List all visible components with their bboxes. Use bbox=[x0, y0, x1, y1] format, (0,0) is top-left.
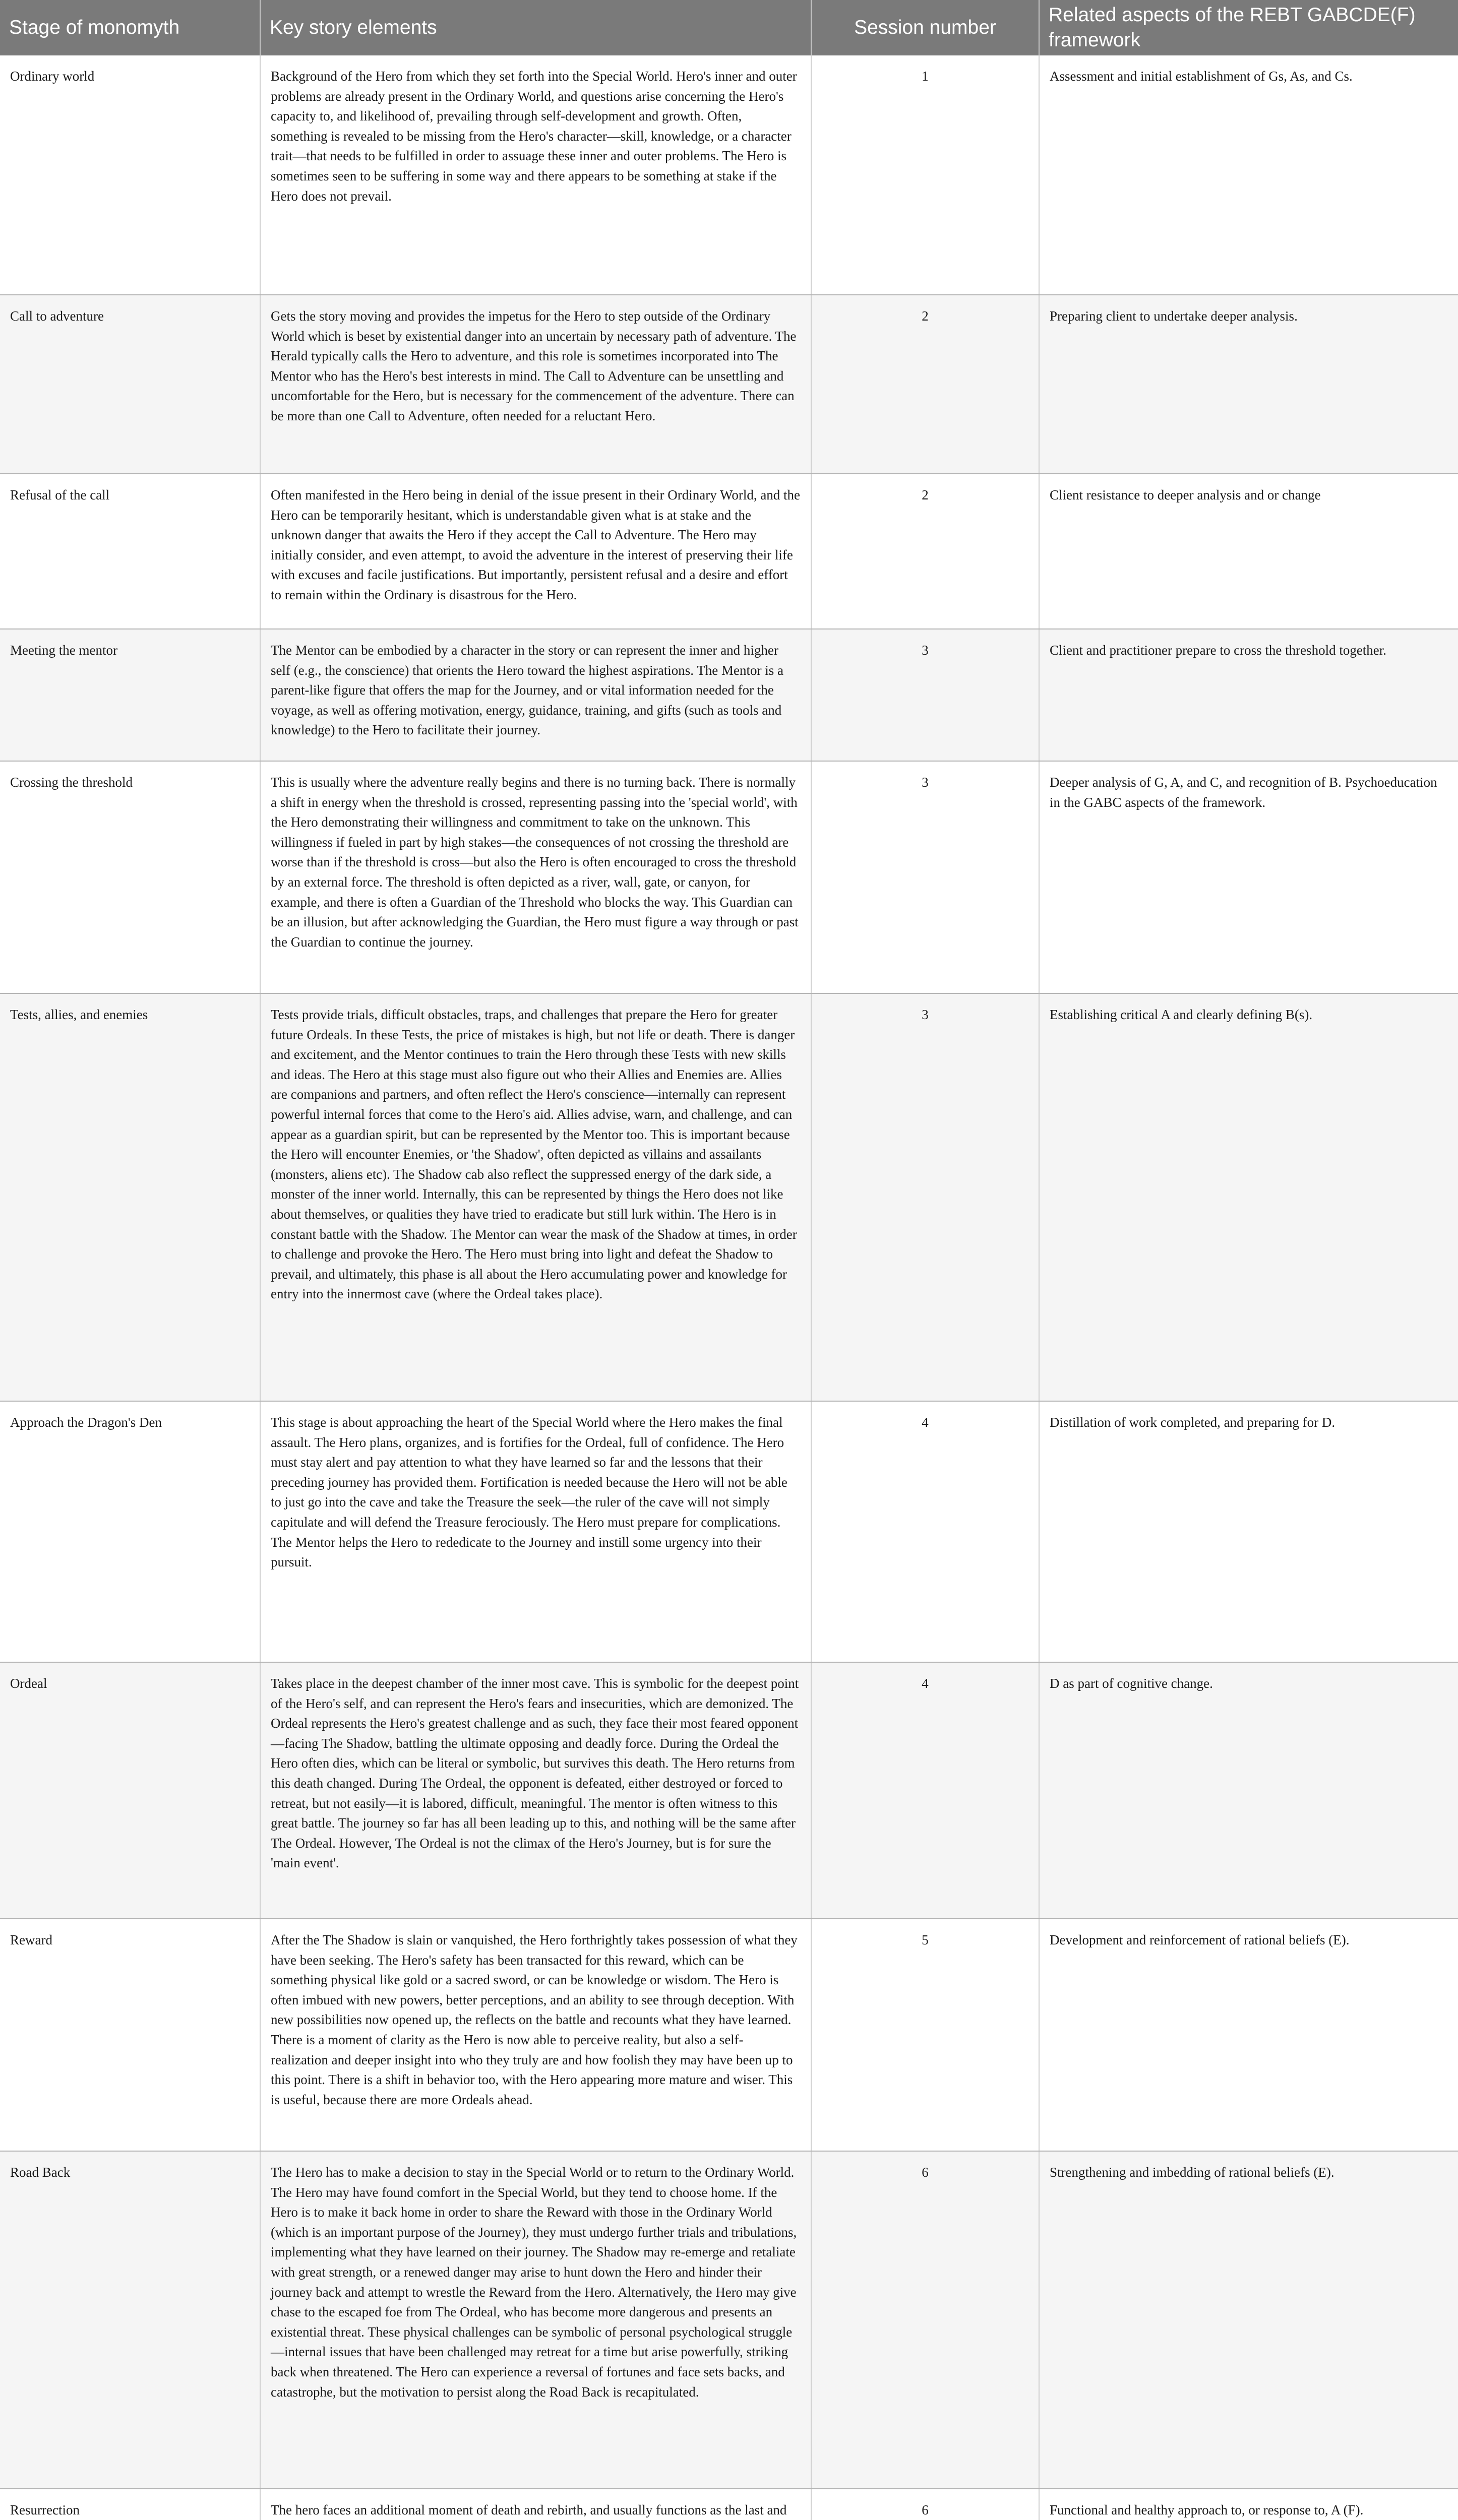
table-row bbox=[0, 474, 1458, 629]
header-key-story-elements: Key story elements bbox=[260, 0, 811, 55]
session-cell: 6 bbox=[811, 2151, 1039, 2489]
session-cell: 3 bbox=[811, 993, 1039, 1401]
stage-cell: Approach the Dragon's Den bbox=[0, 1401, 260, 1662]
table-row bbox=[0, 1401, 1458, 1662]
session-cell: 1 bbox=[811, 55, 1039, 295]
table-row bbox=[0, 55, 1458, 295]
stage-cell: Road Back bbox=[0, 2151, 260, 2489]
elements-cell: The Mentor can be embodied by a character in the story or can represent the inner and higher self (e.g., the conscience) that orients the Hero toward the highest aspirations. The Mentor is a parent-like figure that offers the map for the Journey, and or vital information needed for the voyage, as well as offering motivation, energy, guidance, training, and gifts (such as tools and knowledge) to the Hero to facilitate their journey. bbox=[260, 629, 811, 761]
stage-cell: Resurrection bbox=[0, 2489, 260, 2520]
elements-cell: This is usually where the adventure really begins and there is no turning back. There is normally a shift in energy when the threshold is crossed, representing passing into the 'special world', with the Hero demonstrating their willingness and commitment to take on the unknown. This willingness if fueled in part by high stakes—the consequences of not crossing the threshold are worse than if the threshold is cross—but also the Hero is often encouraged to cross the threshold by an external force. The threshold is often depicted as a river, wall, gate, or canyon, for example, and there is often a Guardian of the Threshold who blocks the way. This Guardian can be an illusion, but after acknowledging the Guardian, the Hero must figure a way through or past the Guardian to continue the journey. bbox=[260, 761, 811, 993]
stage-cell: Reward bbox=[0, 1919, 260, 2151]
stage-cell: Tests, allies, and enemies bbox=[0, 993, 260, 1401]
table-row bbox=[0, 993, 1458, 1401]
header-stage: Stage of monomyth bbox=[0, 0, 260, 55]
table-row bbox=[0, 2489, 1458, 2520]
elements-cell: Takes place in the deepest chamber of the inner most cave. This is symbolic for the deepest point of the Hero's self, and can represent the Hero's fears and insecurities, which are demonized. The Ordeal represents the Hero's greatest challenge and as such, they face their most feared opponent—facing The Shadow, battling the ultimate opposing and deadly force. During the Ordeal the Hero often dies, which can be literal or symbolic, but survives this death. The Hero returns from this death changed. During The Ordeal, the opponent is defeated, either destroyed or forced to retreat, but not easily—it is labored, difficult, meaningful. The mentor is often witness to this great battle. The journey so far has all been leading up to this, and nothing will be the same after The Ordeal. However, The Ordeal is not the climax of the Hero's Journey, but is for sure the 'main event'. bbox=[260, 1662, 811, 1919]
elements-cell: Tests provide trials, difficult obstacles, traps, and challenges that prepare the Hero for greater future Ordeals. In these Tests, the price of mistakes is high, but not life or death. There is danger and excitement, and the Mentor continues to train the Hero through these Tests with new skills and ideas. The Hero at this stage must also figure out who their Allies and Enemies are. Allies are companions and partners, and often reflect the Hero's conscience—internally can represent powerful internal forces that come to the Hero's aid. Allies advise, warn, and challenge, and can appear as a guardian spirit, but can be represented by the Mentor too. This is important because the Hero will encounter Enemies, or 'the Shadow', often depicted as villains and assailants (monsters, aliens etc). The Shadow cab also reflect the suppressed energy of the dark side, a monster of the inner world. Internally, this can be represented by things the Hero does not like about themselves, or qualities they have tried to eradicate but still lurk within. The Hero is in constant battle with the Shadow. The Mentor can wear the mask of the Shadow at times, in order to challenge and provoke the Hero. The Hero must bring into light and defeat the Shadow to prevail, and ultimately, this phase is all about the Hero accumulating power and knowledge for entry into the innermost cave (where the Ordeal takes place). bbox=[260, 993, 811, 1401]
elements-cell: The hero faces an additional moment of death and rebirth, and usually functions as the last and bbox=[260, 2489, 811, 2520]
rebt-cell: Functional and healthy approach to, or response to, A (F). bbox=[1039, 2489, 1458, 2520]
session-cell: 2 bbox=[811, 295, 1039, 474]
table-row bbox=[0, 2151, 1458, 2489]
stage-cell: Call to adventure bbox=[0, 295, 260, 474]
table-row bbox=[0, 1662, 1458, 1919]
rebt-cell: Preparing client to undertake deeper analysis. bbox=[1039, 295, 1458, 474]
elements-cell: Often manifested in the Hero being in denial of the issue present in their Ordinary World, and the Hero can be temporarily hesitant, which is understandable given what is at stake and the unknown danger that awaits the Hero if they accept the Call to Adventure. The Hero may initially consider, and even attempt, to avoid the adventure in the interest of preserving their life with excuses and facile justifications. But importantly, persistent refusal and a desire and effort to remain within the Ordinary is disastrous for the Hero. bbox=[260, 474, 811, 629]
rebt-cell: Assessment and initial establishment of Gs, As, and Cs. bbox=[1039, 55, 1458, 295]
elements-cell: The Hero has to make a decision to stay in the Special World or to return to the Ordinary World. The Hero may have found comfort in the Special World, but they tend to choose home. If the Hero is to make it back home in order to share the Reward with those in the Ordinary World (which is an important purpose of the Journey), they must undergo further trials and tribulations, implementing what they have learned on their journey. The Shadow may re-emerge and retaliate with great strength, or a renewed danger may arise to hunt down the Hero and hinder their journey back and attempt to wrestle the Reward from the Hero. Alternatively, the Hero may give chase to the escaped foe from The Ordeal, who has become more dangerous and presents an existential threat. These physical challenges can be symbolic of personal psychological struggle—internal issues that have been challenged may retreat for a time but arise powerfully, striking back when threatened. The Hero can experience a reversal of fortunes and face sets backs, and catastrophe, but the motivation to persist along the Road Back is recapitulated. bbox=[260, 2151, 811, 2489]
stage-cell: Ordeal bbox=[0, 1662, 260, 1919]
stage-cell: Ordinary world bbox=[0, 55, 260, 295]
stage-cell: Crossing the threshold bbox=[0, 761, 260, 993]
elements-cell: This stage is about approaching the heart of the Special World where the Hero makes the final assault. The Hero plans, organizes, and is fortifies for the Ordeal, full of confidence. The Hero must stay alert and pay attention to what they have learned so far and the lessons that their preceding journey has provided them. Fortification is needed because the Hero will not be able to just go into the cave and take the Treasure the seek—the ruler of the cave will not simply capitulate and will defend the Treasure ferociously. The Hero must prepare for complications. The Mentor helps the Hero to rededicate to the Journey and instill some urgency into their pursuit. bbox=[260, 1401, 811, 1662]
rebt-cell: Development and reinforcement of rational beliefs (E). bbox=[1039, 1919, 1458, 2151]
rebt-cell: D as part of cognitive change. bbox=[1039, 1662, 1458, 1919]
session-cell: 3 bbox=[811, 761, 1039, 993]
table-header-row bbox=[0, 0, 1458, 55]
session-cell: 2 bbox=[811, 474, 1039, 629]
table-row bbox=[0, 761, 1458, 993]
session-cell: 5 bbox=[811, 1919, 1039, 2151]
stage-cell: Meeting the mentor bbox=[0, 629, 260, 761]
rebt-cell: Establishing critical A and clearly defining B(s). bbox=[1039, 993, 1458, 1401]
rebt-cell: Deeper analysis of G, A, and C, and recognition of B. Psychoeducation in the GABC aspects of the framework. bbox=[1039, 761, 1458, 993]
session-cell: 4 bbox=[811, 1401, 1039, 1662]
table-row bbox=[0, 295, 1458, 474]
elements-cell: Background of the Hero from which they set forth into the Special World. Hero's inner and outer problems are already present in the Ordinary World, and questions arise concerning the Hero's capacity to, and likelihood of, prevailing through self-development and growth. Often, something is revealed to be missing from the Hero's character—skill, knowledge, or a character trait—that needs to be fulfilled in order to assuage these inner and outer problems. The Hero is sometimes seen to be suffering in some way and there appears to be something at stake if the Hero does not prevail. bbox=[260, 55, 811, 295]
rebt-cell: Strengthening and imbedding of rational beliefs (E). bbox=[1039, 2151, 1458, 2489]
rebt-cell: Distillation of work completed, and preparing for D. bbox=[1039, 1401, 1458, 1662]
elements-cell: Gets the story moving and provides the impetus for the Hero to step outside of the Ordinary World which is beset by existential danger into an uncertain by necessary path of adventure. The Herald typically calls the Hero to adventure, and this role is sometimes incorporated into The Mentor who has the Hero's best interests in mind. The Call to Adventure can be unsettling and uncomfortable for the Hero, but is necessary for the commencement of the adventure. There can be more than one Call to Adventure, often needed for a reluctant Hero. bbox=[260, 295, 811, 474]
elements-cell: After the The Shadow is slain or vanquished, the Hero forthrightly takes possession of what they have been seeking. The Hero's safety has been transacted for this reward, which can be something physical like gold or a sacred sword, or can be knowledge or wisdom. The Hero is often imbued with new powers, better perceptions, and an ability to see through deception. With new possibilities now opened up, the reflects on the battle and recounts what they have learned. There is a moment of clarity as the Hero is now able to perceive reality, but also a self-realization and deeper insight into who they truly are and how foolish they may have been up to this point. There is a shift in behavior too, with the Hero appearing more mature and wiser. This is useful, because there are more Ordeals ahead. bbox=[260, 1919, 811, 2151]
rebt-cell: Client and practitioner prepare to cross the threshold together. bbox=[1039, 629, 1458, 761]
header-rebt-framework: Related aspects of the REBT GABCDE(F) framework bbox=[1039, 0, 1458, 55]
table-row bbox=[0, 629, 1458, 761]
rebt-cell: Client resistance to deeper analysis and or change bbox=[1039, 474, 1458, 629]
table-row bbox=[0, 1919, 1458, 2151]
stage-cell: Refusal of the call bbox=[0, 474, 260, 629]
session-cell: 3 bbox=[811, 629, 1039, 761]
session-cell: 4 bbox=[811, 1662, 1039, 1919]
header-session-number: Session number bbox=[811, 0, 1039, 55]
session-cell: 6 bbox=[811, 2489, 1039, 2520]
